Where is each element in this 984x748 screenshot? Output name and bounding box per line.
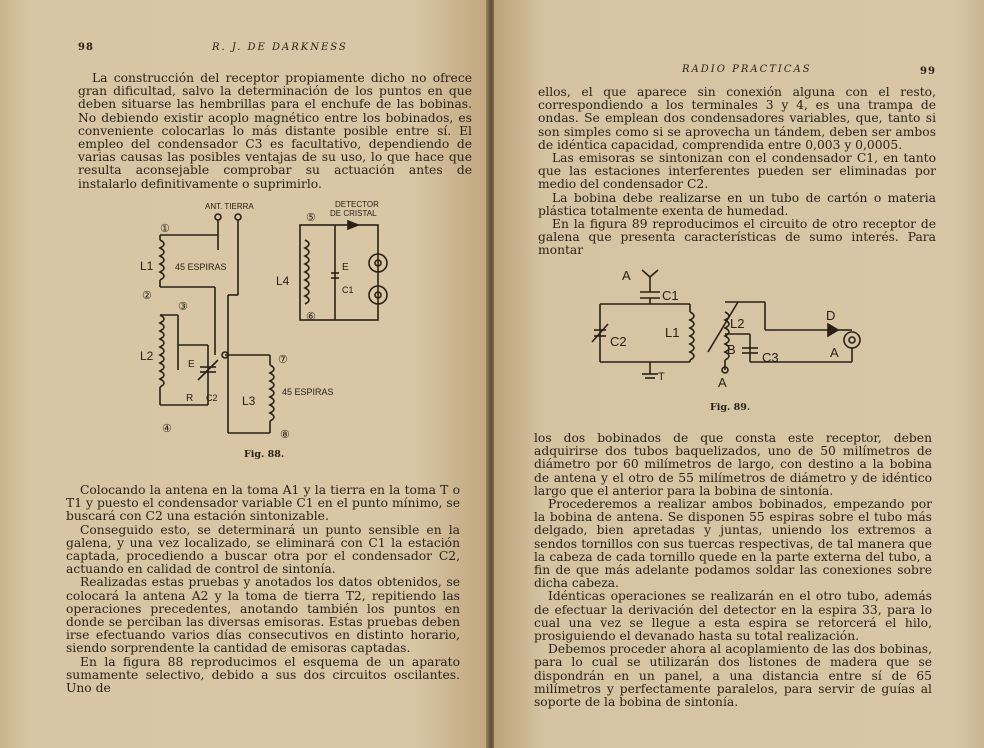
label-l2: L2 <box>140 349 154 363</box>
label-l2: L2 <box>730 316 745 331</box>
paragraph: Realizadas estas pruebas y anotados los datos obtenidos, se colocará la antena A2 y la toma de tierra T2, repitiendo las operaciones precedentes, anotando también los puntos en donde se perciban las diversas emisoras. Estas pruebas deben irse efectuando varios días consecutivos en distinto horario, siendo sorprendente la cantidad de emisoras captadas. <box>66 575 460 656</box>
left-paragraphs-block <box>66 484 460 695</box>
label-l4: L4 <box>276 274 290 288</box>
label-a-bottom: A <box>718 375 727 390</box>
label-c1: C1 <box>662 288 679 303</box>
crystal-detector-icon <box>348 221 358 229</box>
paragraph: Debemos proceder ahora al acoplamiento de las dos bobinas, para lo cual se utilizarán dos listones de madera que se dispondrán en un panel, a una distancia entre sí de 65 milímetros y perfectamente paralelos, para servir de guías al soporte de la bobina de sintonía. <box>534 642 932 710</box>
left-page <box>0 0 488 748</box>
label-l1: L1 <box>140 259 154 273</box>
label-ant-tierra: ANT. TIERRA <box>205 202 254 211</box>
earth-terminal-icon <box>235 214 241 220</box>
label-t: T <box>658 371 665 383</box>
label-n1: ① <box>160 223 170 235</box>
label-l1: L1 <box>665 325 680 340</box>
paragraph: Conseguido esto, se determinará un punto sensible en la galena, y una vez localizado, se eliminará con C1 la estación captada, procediendo a buscar otra por el condensador C2, actuando en calidad de control de sintonía. <box>66 522 460 577</box>
antenna-terminal-icon <box>215 214 221 220</box>
running-head-left: R. J. DE DARKNESS <box>212 42 348 53</box>
label-c1: C1 <box>342 285 354 295</box>
label-l1-turns: 45 ESPIRAS <box>175 262 227 272</box>
label-e: E <box>188 359 195 370</box>
headphone-jack-icon <box>844 332 860 348</box>
coil-l4-icon <box>305 240 309 304</box>
paragraph: En la figura 88 reproducimos el esquema de un aparato sumamente selectivo, debido a sus dos circuitos oscilantes. Uno de <box>66 654 460 696</box>
paragraph: Las emisoras se sintonizan con el condensador C1, en tanto que las estaciones interferentes pueden ser eliminadas por medio del condensador C2. <box>538 151 936 192</box>
antenna-icon <box>642 270 658 277</box>
label-n4: ④ <box>162 423 172 435</box>
paragraph: ellos, el que aparece sin conexión alguna con el resto, correspondiendo a los terminales 3 y 4, es una trampa de ondas. Se emplean dos condensadores variables, que, tanto si son simples como si se aprovecha un tándem, deben ser ambos de idéntica capacidad, comprendida entre 0,003 y 0,0005. <box>538 85 936 152</box>
label-e-l4: E <box>342 262 349 273</box>
label-c2: C2 <box>206 393 218 403</box>
label-r: R <box>186 393 194 404</box>
paragraph: Procederemos a realizar ambos bobinados, empezando por la bobina de antena. Se disponen 55 espiras sobre el tubo más delgado, bien apretadas y juntas, uniendo los extremos a sendos tornillos con sus tuercas respectivas, de tal manera que la cabeza de cada tornillo quede en la parte externa del tubo, a fin de que más adelante podamos soldar las conexiones sobre dicha cabeza. <box>534 497 932 591</box>
page-number-left: 98 <box>78 42 94 53</box>
paragraph: Idénticas operaciones se realizarán en el otro tubo, además de efectuar la derivación del detector en la espira 33, para lo cual una vez se llegue a esta espira se retorcerá el hilo, prosiguiendo el devanado hasta su total realización. <box>534 589 932 644</box>
page-number-right: 99 <box>920 66 936 77</box>
right-paragraphs-bottom <box>534 432 932 709</box>
paragraph: La construcción del receptor propiamente dicho no ofrece gran dificultad, salvo la determinación de los puntos en que deben situarse las hembrillas para el enchufe de las bobinas. No debiendo existir acoplo magnético entre los bobinados, es conveniente colocarlas lo más distante posible entre sí. El empleo del condensador C3 es facultativo, dependiendo de varias causas las posibles ventajas de su uso, lo que hace que resulta aconsejable comprobar su actuación antes de instalarlo definitivamente o suprimirlo. <box>78 71 472 191</box>
coil-l1-icon <box>690 312 694 360</box>
label-l3-turns: 45 ESPIRAS <box>282 387 334 397</box>
label-a-right: A <box>830 345 839 360</box>
figure-88-caption: Fig. 88. <box>244 449 285 460</box>
paragraph: La bobina debe realizarse en un tubo de cartón o materia plástica totalmente exenta de humedad. <box>538 190 936 218</box>
label-b: B <box>727 342 736 357</box>
right-paragraphs-top <box>538 86 936 258</box>
running-head-right: RADIO PRACTICAS <box>682 64 812 75</box>
figure-89-caption: Fig. 89. <box>710 402 751 413</box>
figure-88-schematic <box>120 195 420 450</box>
paragraph: Colocando la antena en la toma A1 y la tierra en la toma T o T1 y puesto el condensador variable C1 en el punto mínimo, se buscará con C2 una estación sintonizable. <box>66 483 460 524</box>
label-n5: ⑤ <box>306 212 316 224</box>
label-n8: ⑧ <box>280 429 290 441</box>
label-n3: ③ <box>178 301 188 313</box>
label-c3: C3 <box>762 350 779 365</box>
label-c2: C2 <box>610 334 627 349</box>
coil-l1-icon <box>160 240 164 280</box>
figure-89-schematic <box>590 262 880 392</box>
paragraph: los dos bobinados de que consta este receptor, deben adquirirse dos tubos baquelizados, uno de 50 milímetros de diámetro por 60 milímetros de largo, con destino a la bobina de antena y el otro de 55 milímetros de diámetro y de idéntico largo que el anterior para la bobina de sintonía. <box>534 431 932 498</box>
diode-detector-icon <box>828 324 838 336</box>
label-de-cristal: DE CRISTAL <box>330 209 377 218</box>
label-d: D <box>826 308 836 323</box>
label-n6: ⑥ <box>306 311 316 323</box>
coil-l2-icon <box>160 315 164 387</box>
label-n7: ⑦ <box>278 354 288 366</box>
label-detector: DETECTOR <box>335 200 379 209</box>
paragraph: En la figura 89 reproducimos el circuito de otro receptor de galena que presenta características de sumo interés. Para montar <box>538 217 936 258</box>
label-n2: ② <box>142 290 152 302</box>
right-page <box>494 0 984 748</box>
label-l3: L3 <box>242 394 256 408</box>
left-paragraph-1-block <box>78 72 472 191</box>
label-a-top: A <box>622 268 631 283</box>
coil-l3-icon <box>270 365 274 421</box>
